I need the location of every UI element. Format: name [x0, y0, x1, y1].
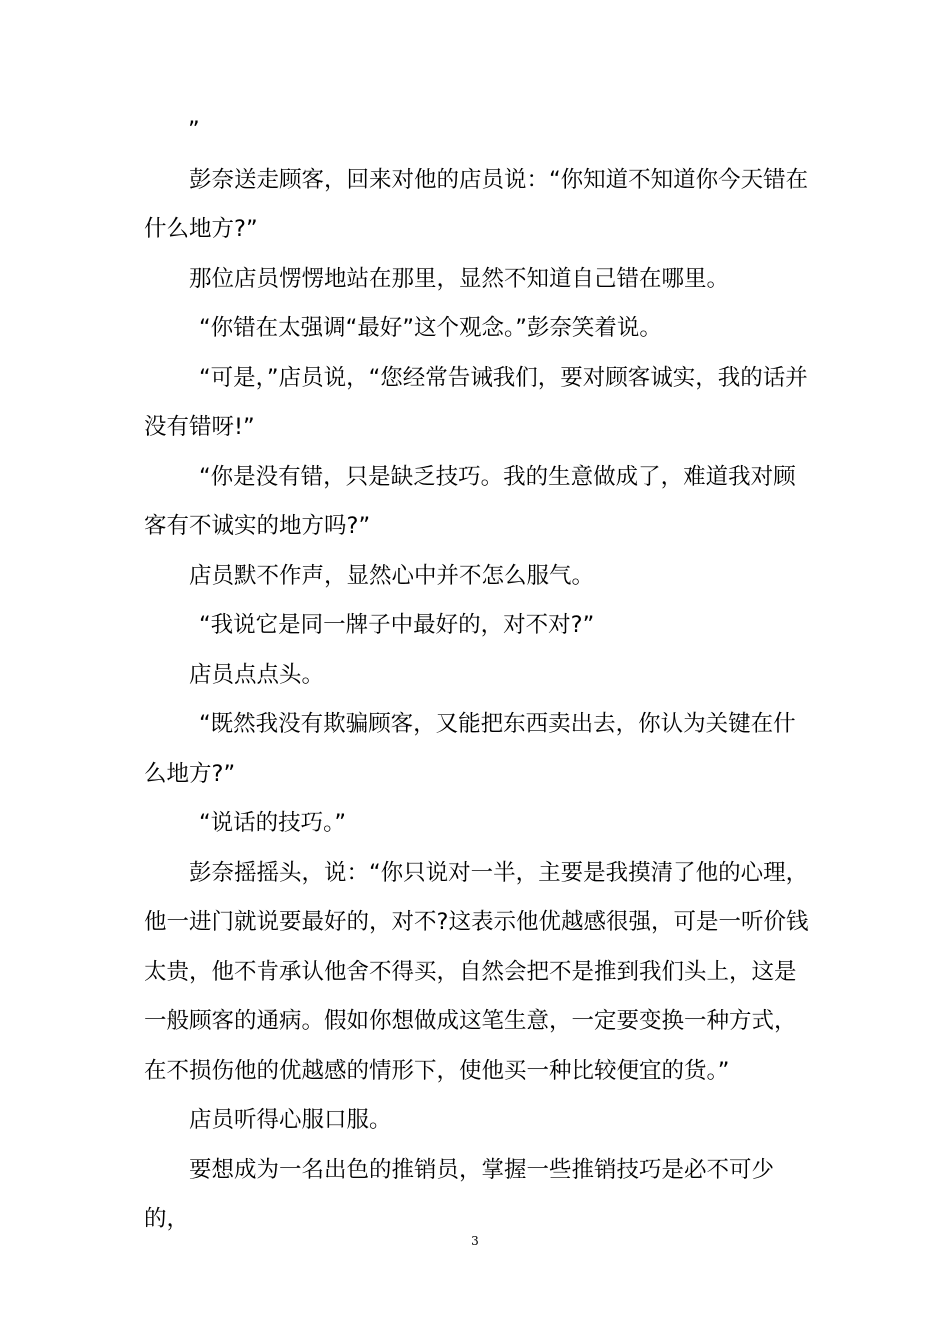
paragraph: “说话的技巧。” [199, 810, 347, 836]
body-text [144, 106, 810, 1245]
paragraph: ” [188, 117, 200, 143]
paragraph: “你是没有错，只是缺乏技巧。我的生意做成了，难道我对顾客有不诚实的地方吗?” [144, 463, 796, 539]
paragraph: “你错在太强调“最好”这个观念。”彭奈笑着说。 [199, 315, 662, 341]
paragraph: “我说它是同一牌子中最好的，对不对?” [199, 612, 595, 638]
page-number: 3 [471, 1234, 479, 1248]
paragraph: 店员默不作声，显然心中并不怎么服气。 [189, 562, 595, 589]
paragraph: 彭奈摇摇头，说：“你只说对一半，主要是我摸清了他的心理，他一进门就说要最好的，对不?这表示他优越感很强，可是一听价钱太贵，他不肯承认他舍不得买，自然会把不是推到我们头上，这是一般顾客的通病。假如你想做成这笔生意，一定要变换一种方式，在不损伤他的优越感的情形下，使他买一种比较便宜的货。” [144, 859, 809, 1084]
paragraph: 店员点点头。 [189, 661, 325, 688]
paragraph: 那位店员愣愣地站在那里，显然不知道自己错在哪里。 [189, 265, 730, 292]
paragraph: 彭奈送走顾客，回来对他的店员说：“你知道不知道你今天错在什么地方?” [144, 166, 809, 242]
paragraph: “可是，”店员说，“您经常告诫我们，要对顾客诚实，我的话并没有错呀!” [144, 364, 808, 440]
paragraph: 要想成为一名出色的推销员，掌握一些推销技巧是必不可少的， [144, 1156, 775, 1232]
paragraph: 店员听得心服口服。 [189, 1107, 392, 1133]
paragraph: “既然我没有欺骗顾客，又能把东西卖出去，你认为关键在什么地方?” [144, 711, 796, 787]
